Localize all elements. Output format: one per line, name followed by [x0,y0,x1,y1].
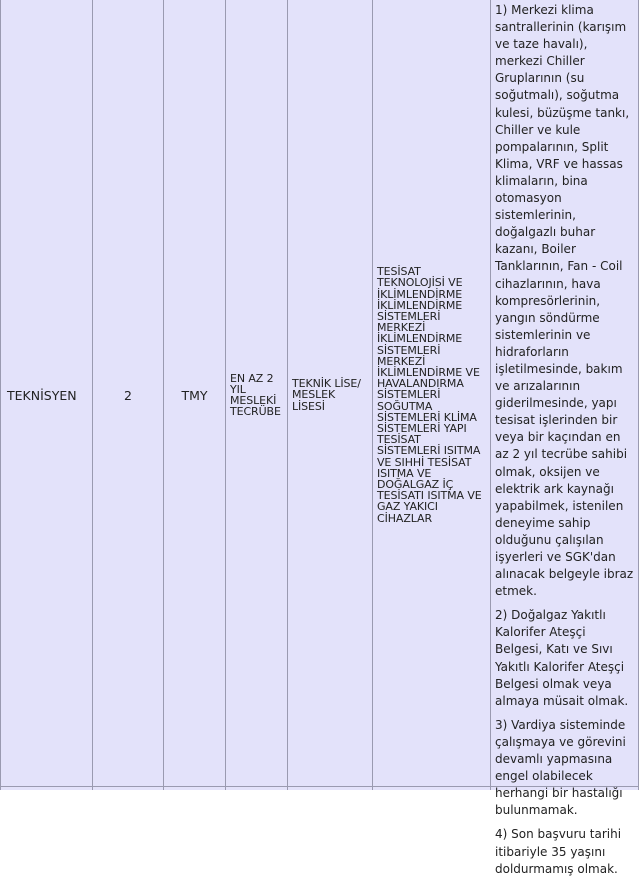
education-cell [288,0,373,790]
department-cell [373,0,491,790]
unit-code: TMY [181,387,208,403]
position-count: 2 [124,387,132,403]
education-text: TEKNİK LİSE/ MESLEK LİSESİ [292,377,361,413]
department-text: TESİSAT TEKNOLOJİSİ VE İKLİMLENDİRME İKLİMLENDİRME SİSTEMLERİ MERKEZİ İKLİMLENDİRME SİSTEMLERİ MERKEZİ İKLİMLENDİRME VE HAVALANDIRMA SİSTEMLERİ SOĞUTMA SİSTEMLERİ KLİMA SİSTEMLERİ YAPI TESİSAT SİSTEMLERİ ISITMA VE SIHHİ TESİSAT ISITMA VE DOĞALGAZ İÇ TESİSATI ISITMA VE GAZ YAKICI CİHAZLAR [377,265,482,525]
requirements-list [495,2,636,885]
position-cell [0,0,93,790]
count-cell [93,0,164,790]
experience-text: EN AZ 2 YIL MESLEKİ TECRÜBE [230,371,281,419]
requirement-item: 1) Merkezi klima santrallerinin (karışım ve taze havalı), merkezi Chiller Gruplarının (su soğutmalı), soğutma kulesi, büzüşme tankı, Chiller ve kule pompalarının, Split Klima, VRF ve hassas klimaların, bina otomasyon sistemlerinin, doğalgazlı buhar kazanı, Boiler Tanklarının, Fan - Coil cihazlarının, hava kompresörlerinin, yangın söndürme sistemlerinin ve hidraforların işletilmesinde, bakım ve arızalarının giderilmesinde, yapı tesisat işlerinden bir veya bir kaçından en az 2 yıl tecrübe sahibi olmak, oksijen ve elektrik ark kaynağı yapabilmek, istenilen deneyime sahip olduğunu çalışılan işyerleri ve SGK'dan alınacak belgeyle ibraz etmek. [495,3,634,599]
requirement-item: 4) Son başvuru tarihi itibariyle 35 yaşını doldurmamış olmak. [495,827,622,876]
unit-cell [164,0,226,790]
requirement-item: 3) Vardiya sisteminde çalışmaya ve görevini devamlı yapmasına engel olabilecek herhangi bir hastalığı bulunmamak. [495,717,626,818]
requirement-item: 2) Doğalgaz Yakıtlı Kalorifer Ateşçi Belgesi, Katı ve Sıvı Yakıtlı Kalorifer Ateşçi Belgesi olmak veya almaya müsait olmak. [495,608,629,708]
row-divider [0,786,639,787]
requirements-cell [491,0,639,876]
experience-cell [226,0,288,790]
position-title: TEKNİSYEN [7,387,77,403]
